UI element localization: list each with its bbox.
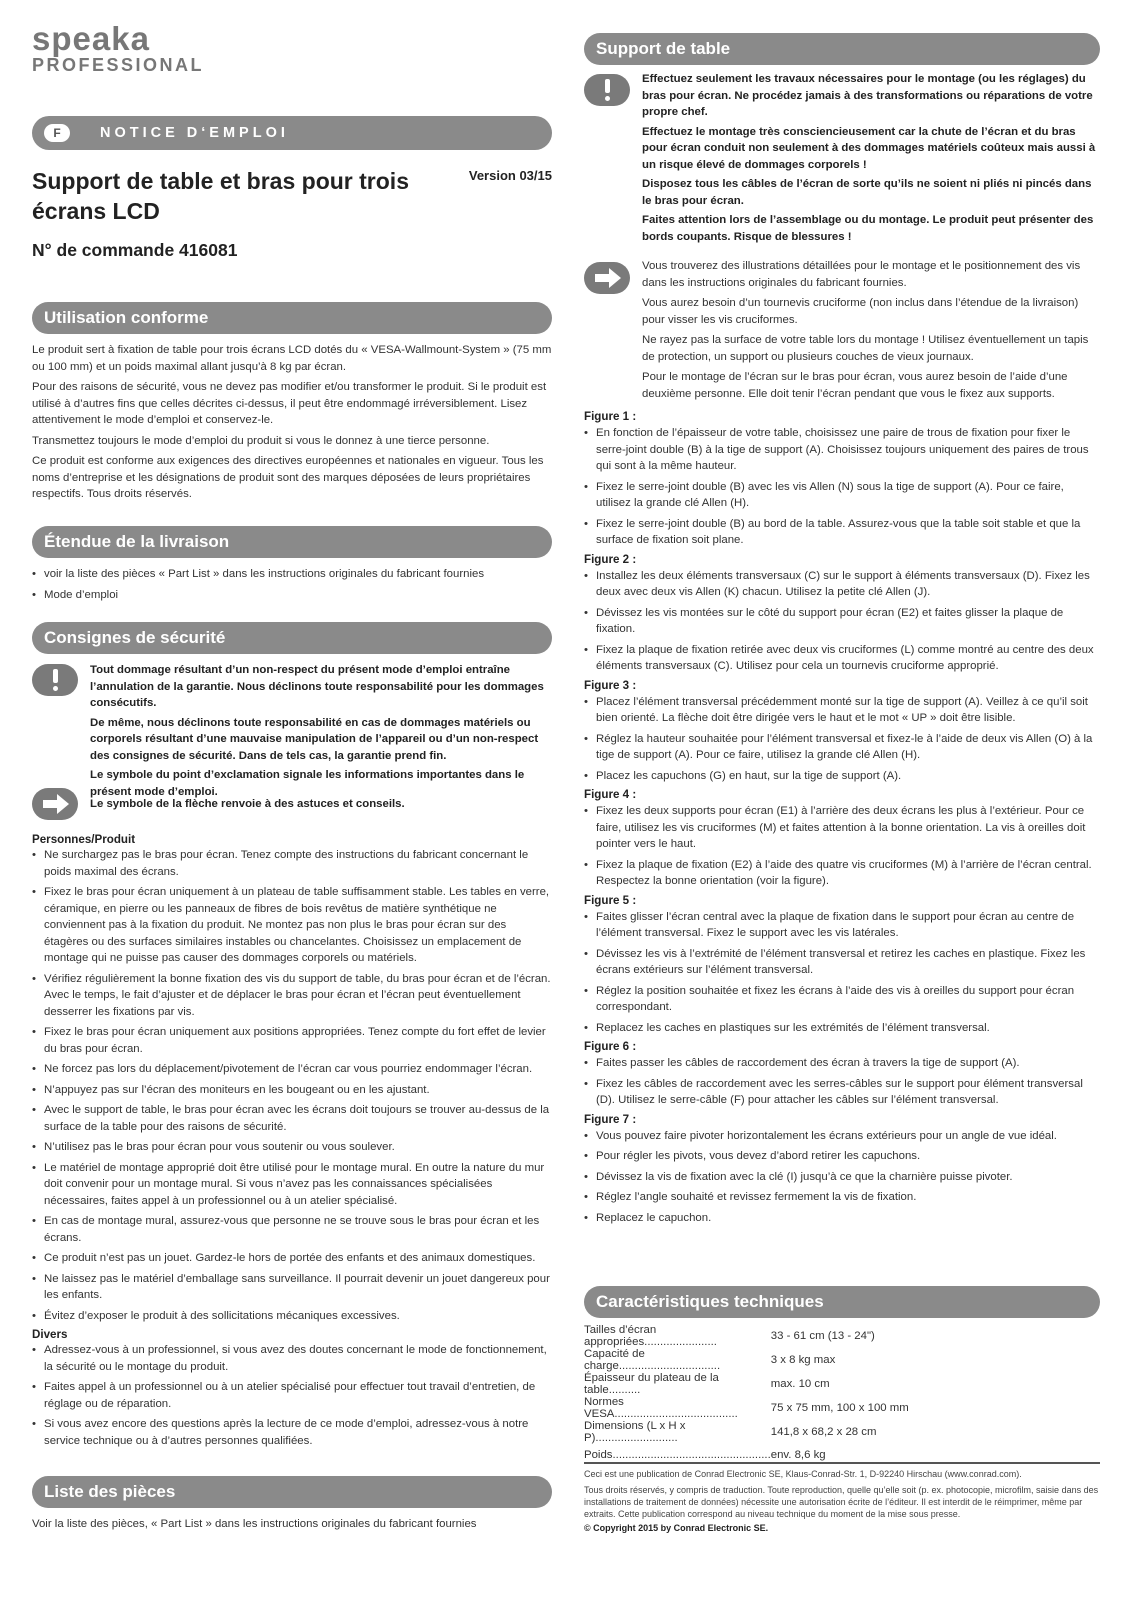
list-item: • Pour régler les pivots, vous devez d’abord retirer les capuchons. (584, 1148, 1100, 1165)
section-etendue-header: Étendue de la livraison (32, 526, 552, 558)
figure-list (584, 1128, 1100, 1227)
arrow-right-icon (584, 262, 630, 294)
list-item: • Avec le support de table, le bras pour écran avec les écrans doit toujours se trouver au-dessus de la surface de la table pour des raisons de sécurité. (32, 1102, 552, 1135)
list-item: • Installez les deux éléments transversaux (C) sur le support à éléments transversaux (D). Fixez les deux avec deux vis Allen (K) chacun. Utilisez la petite clé Allen (J). (584, 568, 1100, 601)
list-item: • Ne forcez pas lors du déplacement/pivotement de l’écran car vous pourriez endommager l’écran. (32, 1061, 552, 1078)
utilisation-para: Le produit sert à fixation de table pour trois écrans LCD dotés du « VESA-Wallmount-System » (75 mm ou 100 mm) et un poids maximal allant jusqu’à 8 kg par écran. (32, 344, 552, 373)
tip-text: Ne rayez pas la surface de votre table lors du montage ! Utilisez éventuellement un tapis de protection, un support ou plusieurs couches de vieux journaux. (642, 334, 1089, 363)
personnes-list (32, 847, 552, 1324)
list-item: • Ne laissez pas le matériel d’emballage sans surveillance. Il pourrait devenir un jouet dangereux pour les enfants. (32, 1271, 552, 1304)
list-item: • Dévissez les vis montées sur le côté du support pour écran (E2) et faites glisser la plaque de fixation. (584, 605, 1100, 638)
support-warnings (642, 71, 1100, 245)
spec-key: Tailles d’écran appropriées....................... (584, 1324, 717, 1348)
list-item: • N’utilisez pas le bras pour écran pour vous soutenir ou vous soulever. (32, 1139, 552, 1156)
warning-text: Effectuez seulement les travaux nécessaires pour le montage (ou les réglages) du bras pour écran. Ne procédez jamais à des transformations ou réparations de votre propre chef. (642, 73, 1093, 118)
figure-list (584, 425, 1100, 549)
list-item: • En fonction de l’épaisseur de votre table, choisissez une paire de trous de fixation pour fixer le serre-joint double (B) à la tige de support (A). Choisissez toujours uniquement des paires de trous qui sont à la même hauteur. (584, 425, 1100, 475)
figure-list (584, 694, 1100, 785)
figure-label: Figure 1 : (584, 410, 637, 423)
spec-value: 75 x 75 mm, 100 x 100 mm (770, 1402, 909, 1414)
spec-value: 33 - 61 cm (13 - 24") (770, 1330, 875, 1342)
exclamation-icon (32, 664, 78, 696)
speaka-logo (32, 22, 232, 74)
list-item: • Mode d’emploi (32, 587, 552, 604)
list-item: • Si vous avez encore des questions après la lecture de ce mode d’emploi, adressez-vous à notre service technique ou à d’autres personnes qualifiées. (32, 1416, 552, 1449)
warning-text: Tout dommage résultant d’un non-respect du présent mode d’emploi entraîne l’annulation de la garantie. Nous déclinons toute responsabilité pour les dommages consécutifs. (90, 664, 544, 709)
list-item: • Fixez les deux supports pour écran (E1) à l’arrière des deux écrans les plus à l’extérieur. Pour ce faire, utilisez les vis cruciformes (M) et faites attention à la bonne orientation. La vis à oreilles doit pointer vers le haut. (584, 803, 1100, 853)
warning-text: De même, nous déclinons toute responsabilité en cas de dommages matériels ou corporels résultant d’une mauvaise manipulation de l’appareil ou d’un non-respect des consignes de sécurité. Dans de tels cas, la garantie prend fin. (90, 716, 539, 762)
spec-key: Capacité de charge................................ (584, 1348, 721, 1372)
table-row (584, 1324, 909, 1348)
spec-value: 141,8 x 68,2 x 28 cm (770, 1426, 877, 1438)
tech-specs-table (584, 1324, 909, 1465)
section-support-header: Support de table (584, 33, 1100, 65)
footer-divider (584, 1462, 1100, 1464)
personnes-label: Personnes/Produit (32, 833, 136, 846)
list-item: • Fixez le serre-joint double (B) avec les vis Allen (N) sous la tige de support (A). Pour ce faire, utilisez la grande clé Allen (H). (584, 479, 1100, 512)
spec-key: Poids.................................................. (584, 1448, 771, 1461)
table-row (584, 1372, 909, 1396)
utilisation-body (32, 342, 552, 503)
list-item: • Replacez les caches en plastiques sur les extrémités de l’élément transversal. (584, 1020, 1100, 1037)
list-item: • Fixez le bras pour écran uniquement aux positions appropriées. Tenez compte du fort effet de levier du bras pour écran. (32, 1024, 552, 1057)
document-title: Support de table et bras pour trois écrans LCD (32, 168, 409, 224)
list-item: • Replacez le capuchon. (584, 1210, 1100, 1227)
tip-text: Pour le montage de l’écran sur le bras pour écran, vous aurez besoin de l’aide d’une deuxième personne. Elle doit tenir l’écran pendant que vous le fixez aux supports. (642, 371, 1068, 400)
spec-value: env. 8,6 kg (770, 1448, 826, 1461)
list-item: • Le matériel de montage approprié doit être utilisé pour le montage mural. En outre la nature du mur doit convenir pour un montage mural. Si vous n’avez pas les connaissances spécialisées nécessaires, faites appel à un professionnel ou à un atelier spécialisé. (32, 1160, 552, 1210)
list-item: • Réglez la hauteur souhaitée pour l’élément transversal et fixez-le à l’aide de deux vis Allen (O) à la tige de support (A). Pour ce faire, utilisez la grande clé Allen (H). (584, 731, 1100, 764)
spec-key: Normes VESA....................................... (584, 1396, 738, 1420)
list-item: • Faites passer les câbles de raccordement des écran à travers la tige de support (A). (584, 1055, 1100, 1072)
list-item: • En cas de montage mural, assurez-vous que personne ne se trouve sous le bras pour écran et les écrans. (32, 1213, 552, 1246)
list-item: • Évitez d’exposer le produit à des sollicitations mécaniques excessives. (32, 1308, 552, 1325)
figure-label: Figure 6 : (584, 1040, 637, 1053)
warning-text: Effectuez le montage très consciencieusement car la chute de l’écran et du bras pour écran conduit non seulement à des dommages matériels coûteux mais aussi à un risque élevé de dommages corporels ! (642, 125, 1096, 171)
tip-text: Vous trouverez des illustrations détaillées pour le montage et le positionnement des vis dans les instructions originales du fabricant fournies. (642, 260, 1081, 289)
figure-label: Figure 7 : (584, 1112, 637, 1126)
figures-body (584, 410, 1100, 1230)
list-item: • Faites appel à un professionnel ou à un atelier spécialisé pour effectuer tout travail d’entretien, de réglage ou de réparation. (32, 1379, 552, 1412)
spec-value: 3 x 8 kg max (770, 1354, 836, 1366)
warning-text: Disposez tous les câbles de l’écran de sorte qu’ils ne soient ni pliés ni pincés dans le bras pour écran. (642, 178, 1092, 207)
spec-key: Dimensions (L x H x P).......................... (584, 1420, 686, 1444)
document-version: Version 03/15 (468, 168, 552, 183)
divers-list (32, 1342, 552, 1449)
list-item: • Ne surchargez pas le bras pour écran. Tenez compte des instructions du fabricant concernant le poids maximal des écrans. (32, 847, 552, 880)
list-item: • Adressez-vous à un professionnel, si vous avez des doutes concernant le mode de fonctionnement, la sécurité ou le montage du produit. (32, 1342, 552, 1375)
list-item: • Dévissez les vis à l’extrémité de l’élément transversal et retirez les caches en plastique. Fixez les écrans extérieurs sur l’élément transversal. (584, 946, 1100, 979)
notice-title: NOTICE D‘EMPLOI (100, 125, 289, 141)
figure-list (584, 909, 1100, 1037)
footer-rights: Tous droits réservés, y compris de traduction. Toute reproduction, quelle qu’elle soit (p. ex. photocopie, microfilm, saisie dans des installations de traitement de données) nécessite une autorisation écrite de l’éditeur. Il est interdit de le réimprimer, même par extraits. Cette publication correspond au niveau technique du moment de la mise sous presse. (584, 1485, 1099, 1519)
list-item: • Placez l’élément transversal précédemment monté sur la tige de support (A). Veillez à ce qu’il soit bien orienté. La flèche doit être dirigée vers le haut et le mot « UP » doit être lisible. (584, 694, 1100, 727)
list-item: • Vous pouvez faire pivoter horizontalement les écrans extérieurs pour un angle de vue idéal. (584, 1128, 1100, 1145)
notice-bar (32, 116, 552, 150)
section-liste-header: Liste des pièces (32, 1476, 552, 1508)
divers-label: Divers (32, 1328, 68, 1341)
tip-text: Vous aurez besoin d’un tournevis cruciforme (non inclus dans l’étendue de la livraison) pour visser les vis cruciformes. (642, 297, 1079, 326)
warning-text: Le symbole du point d’exclamation signale les informations importantes dans le présent mode d’emploi. (90, 769, 525, 798)
utilisation-para: Ce produit est conforme aux exigences des directives européennes et nationales en vigueur. Tous les noms d’entreprise et les désignations de produit sont des marques déposées de leurs propriétaires respectifs. Tous droits réservés. (32, 455, 544, 500)
list-item: • Placez les capuchons (G) en haut, sur la tige de support (A). (584, 768, 1100, 785)
list-item: • voir la liste des pièces « Part List » dans les instructions originales du fabricant fournies (32, 566, 552, 583)
language-badge: F (44, 124, 70, 142)
list-item: • Vérifiez régulièrement la bonne fixation des vis du support de table, du bras pour écran et de l’écran. Avec le temps, le fait d’ajuster et de déplacer le bras pour écran et l’écran peut éventuellement desserrer les fixations par vis. (32, 971, 552, 1021)
list-item: • N’appuyez pas sur l’écran des moniteurs en les bougeant ou en les ajustant. (32, 1082, 552, 1099)
utilisation-para: Transmettez toujours le mode d’emploi du produit si vous le donnez à une tierce personne. (32, 434, 490, 447)
exclamation-icon (584, 74, 630, 106)
list-item: • Fixez la plaque de fixation retirée avec deux vis cruciformes (L) comme montré au centre des deux éléments transversaux (C). Utilisez pour cela un tournevis cruciforme approprié. (584, 642, 1100, 675)
table-row (584, 1420, 909, 1444)
spec-key: Épaisseur du plateau de la table.......... (584, 1372, 719, 1396)
liste-text: Voir la liste des pièces, « Part List » dans les instructions originales du fabricant fournies (32, 1518, 477, 1530)
list-item: • Fixez le serre-joint double (B) au bord de la table. Assurez-vous que la table soit stable et que la surface de fixation soit plane. (584, 516, 1100, 549)
list-item: • Fixez le bras pour écran uniquement à un plateau de table suffisamment stable. Les tables en verre, céramique, en pierre ou les panneaux de fibres de bois revêtus de matière synthétique ne conviennent pas à la fixation du produit. Ne montez pas non plus le bras pour écran sur des étagères ou des surfaces similaires instables ou chancelantes. Choisissez un emplacement de montage qui ne puisse pas causer des dommages corporels ou matériels. (32, 884, 552, 967)
list-item: • Réglez l’angle souhaité et revissez fermement la vis de fixation. (584, 1189, 1100, 1206)
figure-list (584, 1055, 1100, 1109)
list-item: • Fixez les câbles de raccordement avec les serres-câbles sur le support pour élément transversal (D). Utilisez le serre-câble (F) pour attacher les câbles sur l’élément transversal. (584, 1076, 1100, 1109)
figure-list (584, 803, 1100, 890)
figure-label: Figure 5 : (584, 893, 637, 907)
footer-publisher: Ceci est une publication de Conrad Electronic SE, Klaus-Conrad-Str. 1, D-92240 Hirschau (www.conrad.com). (584, 1469, 1022, 1479)
utilisation-para: Pour des raisons de sécurité, vous ne devez pas modifier et/ou transformer le produit. Si le produit est utilisé à d’autres fins que celles décrites ci-dessus, il peut être endommagé irréversiblement. Lisez attentivement le mode d’emploi et conservez-le. (32, 381, 547, 426)
list-item: • Fixez la plaque de fixation (E2) à l’aide des quatre vis cruciformes (M) à l’arrière de l’écran central. Respectez la bonne orientation (voir la figure). (584, 857, 1100, 890)
footer (584, 1468, 1100, 1534)
logo-brand: speaka (32, 20, 150, 57)
warning-text: Faites attention lors de l’assemblage ou du montage. Le produit peut présenter des bords coupants. Risque de blessures ! (642, 214, 1094, 243)
support-tips (642, 258, 1100, 402)
list-item: • Ce produit n’est pas un jouet. Gardez-le hors de portée des enfants et des animaux domestiques. (32, 1250, 552, 1267)
logo-professional: PROFESSIONAL (32, 55, 205, 75)
spec-value: max. 10 cm (770, 1378, 830, 1390)
list-item: • Faites glisser l’écran central avec la plaque de fixation dans le support pour écran au centre de l’élément transversal. Fixez le support avec les vis latérales. (584, 909, 1100, 942)
etendue-list (32, 566, 552, 607)
figure-label: Figure 4 : (584, 788, 637, 801)
section-consignes-header: Consignes de sécurité (32, 622, 552, 654)
consignes-warnings (90, 662, 552, 800)
section-utilisation-header: Utilisation conforme (32, 302, 552, 334)
consignes-body (32, 833, 552, 1453)
order-number: N° de commande 416081 (32, 240, 238, 260)
figure-label: Figure 2 : (584, 552, 637, 566)
footer-copyright: © Copyright 2015 by Conrad Electronic SE. (584, 1523, 769, 1533)
figure-label: Figure 3 : (584, 678, 637, 692)
list-item: • Dévissez la vis de fixation avec la clé (I) jusqu’à ce que la charnière puisse pivoter. (584, 1169, 1100, 1186)
table-row (584, 1348, 909, 1372)
section-tech-header: Caractéristiques techniques (584, 1286, 1100, 1318)
table-row (584, 1396, 909, 1420)
figure-list (584, 568, 1100, 675)
arrow-right-icon (32, 788, 78, 820)
list-item: • Réglez la position souhaitée et fixez les écrans à l’aide des vis à oreilles du support pour écran correspondant. (584, 983, 1100, 1016)
arrow-tip-text: Le symbole de la flèche renvoie à des astuces et conseils. (90, 798, 405, 810)
